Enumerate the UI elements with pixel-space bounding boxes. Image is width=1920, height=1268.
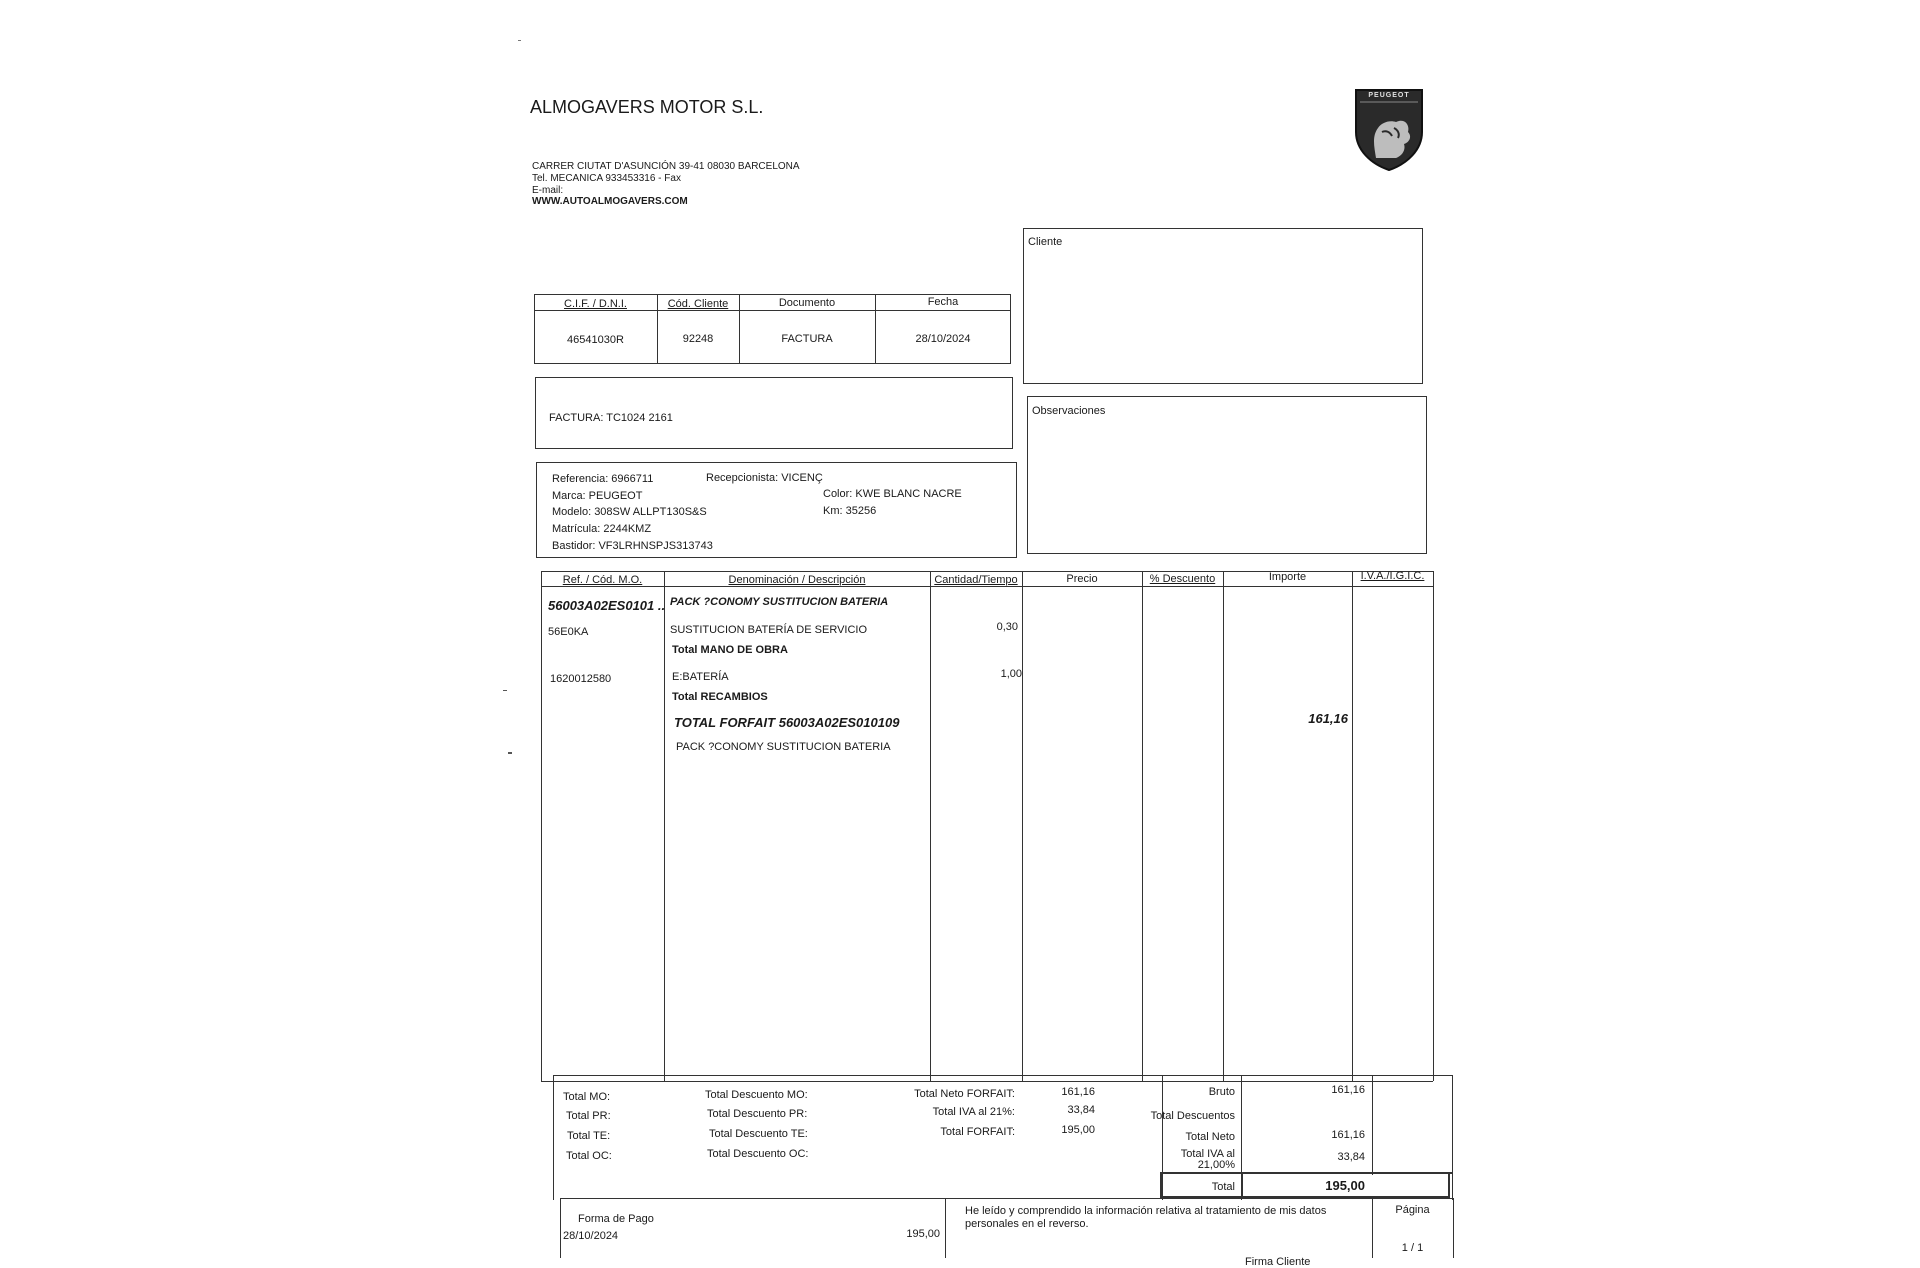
iva-label: Total IVA al 21%: — [932, 1106, 1015, 1118]
col-cantidad: Cantidad/Tiempo — [934, 574, 1018, 586]
header-cod-cliente: Cód. Cliente — [667, 298, 729, 310]
vehicle-km: Km: 35256 — [823, 505, 877, 517]
value-fecha: 28/10/2024 — [915, 333, 971, 345]
header-cif: C.I.F. / D.N.I. — [564, 298, 627, 310]
total-oc-label: Total OC: — [566, 1150, 612, 1162]
iva-value: 33,84 — [1067, 1104, 1095, 1116]
iva2-pct: 21,00% — [1197, 1159, 1235, 1171]
vehicle-modelo: Modelo: 308SW ALLPT130S&S — [552, 506, 707, 518]
total-recambios: Total RECAMBIOS — [672, 691, 768, 703]
line2-qty: 1,00 — [1000, 668, 1022, 680]
desc-oc-label: Total Descuento OC: — [707, 1148, 809, 1160]
pago-fecha: 28/10/2024 — [563, 1230, 619, 1242]
total-mano-obra: Total MANO DE OBRA — [672, 644, 788, 656]
desc-mo-label: Total Descuento MO: — [705, 1089, 808, 1101]
total-forfait-label: TOTAL FORFAIT 56003A02ES010109 — [674, 715, 900, 730]
forma-pago-label: Forma de Pago — [578, 1213, 654, 1225]
observations-label: Observaciones — [1032, 405, 1106, 417]
forfait-label: Total FORFAIT: — [940, 1126, 1015, 1138]
total-value: 195,00 — [1325, 1178, 1365, 1193]
pack-ref: 56003A02ES0101 .. — [548, 598, 666, 613]
desc-pr-label: Total Descuento PR: — [707, 1108, 808, 1120]
privacy-text-line2: personales en el reverso. — [965, 1218, 1089, 1230]
observations-box — [1027, 396, 1427, 554]
header-documento: Documento — [778, 297, 836, 309]
privacy-text-line1: He leído y comprendido la información relativa al tratamiento de mis datos — [965, 1205, 1327, 1217]
client-label: Cliente — [1028, 236, 1063, 248]
vehicle-recepcionista: Recepcionista: VICENÇ — [706, 472, 823, 484]
total-forfait-amount: 161,16 — [1308, 711, 1348, 726]
line1-qty: 0,30 — [996, 621, 1018, 633]
col-precio: Precio — [1066, 573, 1098, 585]
vehicle-matricula: Matrícula: 2244KMZ — [552, 523, 652, 535]
value-cif: 46541030R — [567, 334, 624, 346]
col-ref: Ref. / Cód. M.O. — [562, 574, 643, 586]
vehicle-referencia: Referencia: 6966711 — [552, 473, 654, 485]
pack-desc: PACK ?CONOMY SUSTITUCION BATERIA — [670, 596, 889, 608]
col-descripcion: Denominación / Descripción — [728, 574, 866, 586]
pago-importe: 195,00 — [906, 1228, 940, 1240]
vehicle-bastidor: Bastidor: VF3LRHNSPJS313743 — [552, 540, 713, 552]
neto-label: Total Neto — [1185, 1131, 1235, 1143]
invoice-number: FACTURA: TC1024 2161 — [549, 412, 673, 424]
bruto-value: 161,16 — [1331, 1084, 1365, 1096]
vehicle-color: Color: KWE BLANC NACRE — [823, 488, 962, 500]
scan-mark — [503, 690, 507, 691]
line2-desc: E:BATERÍA — [672, 671, 729, 683]
value-cod-cliente: 92248 — [682, 333, 714, 345]
neto-forfait-label: Total Neto FORFAIT: — [914, 1088, 1015, 1100]
scan-mark — [518, 40, 521, 41]
pack-desc-2: PACK ?CONOMY SUSTITUCION BATERIA — [676, 741, 891, 753]
company-email: E-mail: — [532, 185, 564, 196]
company-web: WWW.AUTOALMOGAVERS.COM — [532, 196, 688, 207]
total-label: Total — [1211, 1181, 1235, 1193]
iva2-value: 33,84 — [1337, 1151, 1365, 1163]
total-pr-label: Total PR: — [566, 1110, 611, 1122]
forfait-value: 195,00 — [1061, 1124, 1095, 1136]
header-fecha: Fecha — [927, 296, 959, 308]
col-importe: Importe — [1268, 571, 1307, 583]
logo-text: PEUGEOT — [1368, 92, 1410, 99]
pagina-label: Página — [1395, 1204, 1430, 1216]
line2-ref: 1620012580 — [550, 673, 612, 685]
company-address: CARRER CIUTAT D'ASUNCIÓN 39-41 08030 BARCELONA — [532, 161, 800, 172]
line1-desc: SUSTITUCION BATERÍA DE SERVICIO — [670, 624, 868, 636]
line1-ref: 56E0KA — [548, 626, 589, 638]
peugeot-logo — [1352, 88, 1426, 172]
pagina-value: 1 / 1 — [1401, 1242, 1424, 1254]
client-box — [1023, 228, 1423, 384]
total-mo-label: Total MO: — [563, 1091, 611, 1103]
neto-value: 161,16 — [1331, 1129, 1365, 1141]
company-phone: Tel. MECANICA 933453316 - Fax — [532, 173, 681, 184]
value-documento: FACTURA — [781, 333, 833, 345]
iva2-label: Total IVA al — [1180, 1148, 1235, 1160]
col-iva: I.V.A./I.G.I.C. — [1360, 570, 1425, 582]
vehicle-marca: Marca: PEUGEOT — [552, 490, 643, 502]
bruto-label: Bruto — [1208, 1086, 1235, 1098]
neto-forfait-value: 161,16 — [1061, 1086, 1095, 1098]
col-descuento: % Descuento — [1149, 573, 1216, 585]
firma-cliente: Firma Cliente — [1245, 1256, 1311, 1268]
company-name: ALMOGAVERS MOTOR S.L. — [530, 97, 764, 117]
total-te-label: Total TE: — [567, 1130, 611, 1142]
scan-mark — [508, 752, 512, 754]
descuentos-label: Total Descuentos — [1150, 1110, 1235, 1122]
desc-te-label: Total Descuento TE: — [709, 1128, 808, 1140]
